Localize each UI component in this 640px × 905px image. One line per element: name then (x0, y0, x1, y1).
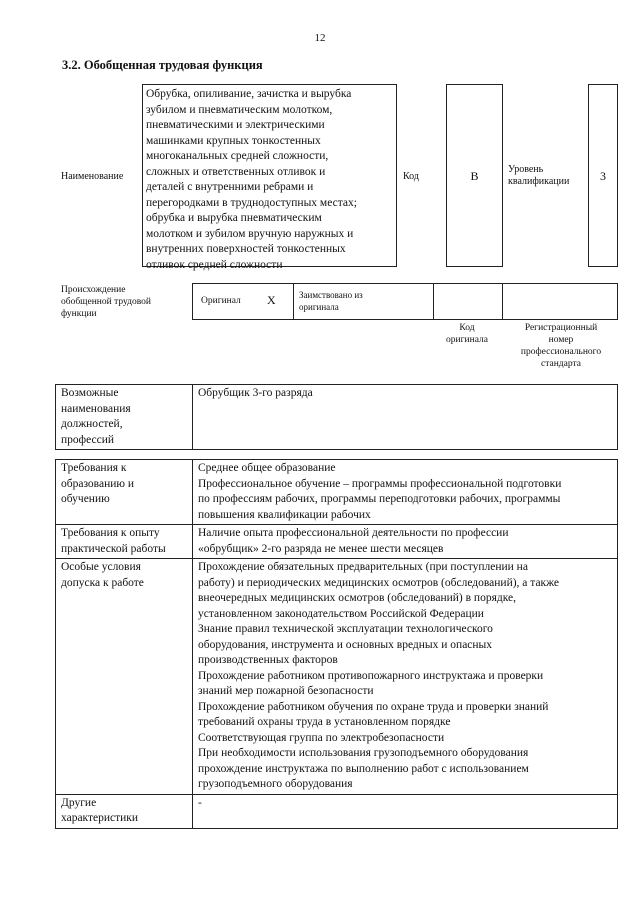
requirements-table (55, 459, 618, 829)
page-number: 12 (314, 32, 326, 44)
requirement-value-line: прохождение инструктажа по выполнению работ с использованием (198, 762, 529, 775)
positions-label-cell (56, 385, 193, 450)
requirement-value-cell (193, 559, 618, 795)
level-label (508, 164, 569, 188)
requirement-label-line: Особые условия (61, 561, 141, 573)
requirement-value-line: Наличие опыта профессиональной деятельности по профессии (198, 527, 509, 539)
origin-label (61, 284, 151, 320)
requirement-value-line: повышения квалификации рабочих (198, 508, 371, 521)
requirement-value-line: Профессиональное обучение – программы профессиональной подготовки (198, 477, 562, 490)
requirement-value-line: Знание правил технической эксплуатации технологического (198, 623, 493, 635)
level-label-line: квалификации (508, 176, 570, 187)
requirement-label-line: характеристики (61, 812, 139, 824)
positions-label-line: должностей, (61, 418, 123, 430)
origin-label-line: функции (61, 309, 97, 319)
requirement-value-line: работу) и периодических медицинских осмотров (обследований), а также (198, 576, 560, 589)
requirements-row-experience (56, 525, 618, 559)
requirement-label-cell (56, 460, 193, 525)
requirement-label-cell (56, 559, 193, 795)
requirement-value-line: Соответствующая группа по электробезопасности (198, 731, 445, 744)
function-name-line: молотком и зубилом вручную наружных и (146, 227, 354, 240)
reg-number-line: Регистрационный (524, 323, 598, 333)
reg-number-line: профессионального (520, 347, 602, 357)
requirement-value-line: - (198, 796, 202, 809)
requirement-value-line: «обрубщик» 2-го разряда не менее шести месяцев (198, 542, 444, 555)
requirement-value-line: грузоподъемного оборудования (198, 778, 353, 790)
positions-value-cell (193, 385, 618, 450)
requirement-value-line: Прохождение работником противопожарного инструктажа и проверки (198, 669, 544, 682)
section-title: 3.2. Обобщенная трудовая функция (62, 58, 263, 72)
code-cell (446, 84, 503, 267)
positions-label-line: профессий (61, 433, 115, 446)
requirement-label-cell (56, 794, 193, 828)
requirement-value-cell (193, 794, 618, 828)
borrowed-label (299, 289, 363, 313)
function-name-line: деталей с внутренними ребрами и (146, 181, 314, 193)
reg-number-line: номер (548, 335, 574, 345)
positions-table (55, 384, 618, 450)
requirement-value-line: требований охраны труда в установленном порядке (198, 716, 451, 728)
function-name-line: пневматическими и электрическими (146, 119, 325, 131)
origin-label-line: Происхождение (61, 285, 126, 295)
requirement-label-line: Требования к опыту (61, 527, 160, 539)
borrowed-label-line: Заимствовано из (299, 290, 363, 300)
requirement-value-line: знаний мер пожарной безопасности (198, 685, 374, 697)
original-label: Оригинал (201, 296, 241, 306)
divider (502, 284, 503, 319)
borrowed-label-line: оригинала (299, 302, 339, 312)
requirement-value-cell (193, 525, 618, 559)
function-name-line: многоканальных средней сложности, (146, 150, 329, 162)
positions-row (56, 385, 618, 450)
function-name-line: внутренних поверхностей тонкостенных (146, 243, 346, 255)
function-name-line: обрубка и вырубка пневматическим (146, 212, 322, 224)
origin-row (192, 283, 618, 320)
requirement-label-line: практической работы (61, 542, 166, 555)
requirement-label-cell (56, 525, 193, 559)
positions-label-line: Возможные (61, 387, 119, 399)
requirements-row-admission (56, 559, 618, 795)
reg-number-line: стандарта (541, 359, 581, 369)
requirement-value-line: оборудования, инструмента и основных вредных и опасных (198, 638, 493, 651)
function-name-line: сложных и ответственных отливок и (146, 165, 326, 178)
requirement-value-line: внеочередных медицинских осмотров (обследований) в порядке, (198, 592, 517, 604)
requirement-value-line: Прохождение обязательных предварительных (при поступлении на (198, 561, 528, 573)
positions-label-line: наименования (61, 402, 131, 415)
requirement-value-cell (193, 460, 618, 525)
code-label: Код (403, 171, 419, 182)
name-label: Наименование (61, 171, 124, 182)
requirement-label-line: обучению (61, 493, 110, 505)
requirement-value-line: Прохождение работником обучения по охране труда и проверки знаний (198, 700, 549, 713)
level-cell (588, 84, 618, 267)
requirement-value-line: по профессиям рабочих, программы переподготовки рабочих, программы (198, 493, 561, 505)
requirements-row-other (56, 794, 618, 828)
function-name-line: перегородками в труднодоступных местах; (146, 196, 357, 209)
divider (293, 284, 294, 319)
function-name-text (146, 87, 396, 273)
requirement-label-line: образованию и (61, 477, 134, 490)
requirement-label-line: Другие (61, 796, 97, 809)
requirement-label-line: Требования к (61, 462, 127, 474)
function-name-line: машинками крупных тонкостенных (146, 134, 321, 147)
requirement-value-line: При необходимости использования грузоподъемного оборудования (198, 747, 529, 759)
divider (433, 284, 434, 319)
requirement-value-line: установленном законодательством Российской Федерации (198, 607, 484, 620)
requirement-label-line: допуска к работе (61, 576, 144, 589)
requirements-row-education (56, 460, 618, 525)
requirement-value-line: Среднее общее образование (198, 462, 336, 474)
level-value: 3 (600, 169, 606, 183)
positions-value: Обрубщик 3-го разряда (198, 387, 313, 399)
code-original-label (435, 322, 499, 346)
origin-label-line: обобщенной трудовой (61, 297, 151, 307)
reg-number-label (506, 322, 616, 370)
function-name-line: Обрубка, опиливание, зачистка и вырубка (146, 88, 352, 100)
function-name-line: отливок средней сложности (146, 258, 283, 271)
function-name-cell (142, 84, 397, 271)
function-name-line: зубилом и пневматическим молотком, (146, 103, 333, 116)
code-original-line: Код (459, 323, 475, 333)
code-original-line: оригинала (446, 335, 488, 345)
original-mark: X (267, 293, 276, 307)
code-value: B (470, 169, 479, 183)
requirement-value-line: производственных факторов (198, 654, 338, 666)
level-label-line: Уровень (508, 164, 544, 175)
